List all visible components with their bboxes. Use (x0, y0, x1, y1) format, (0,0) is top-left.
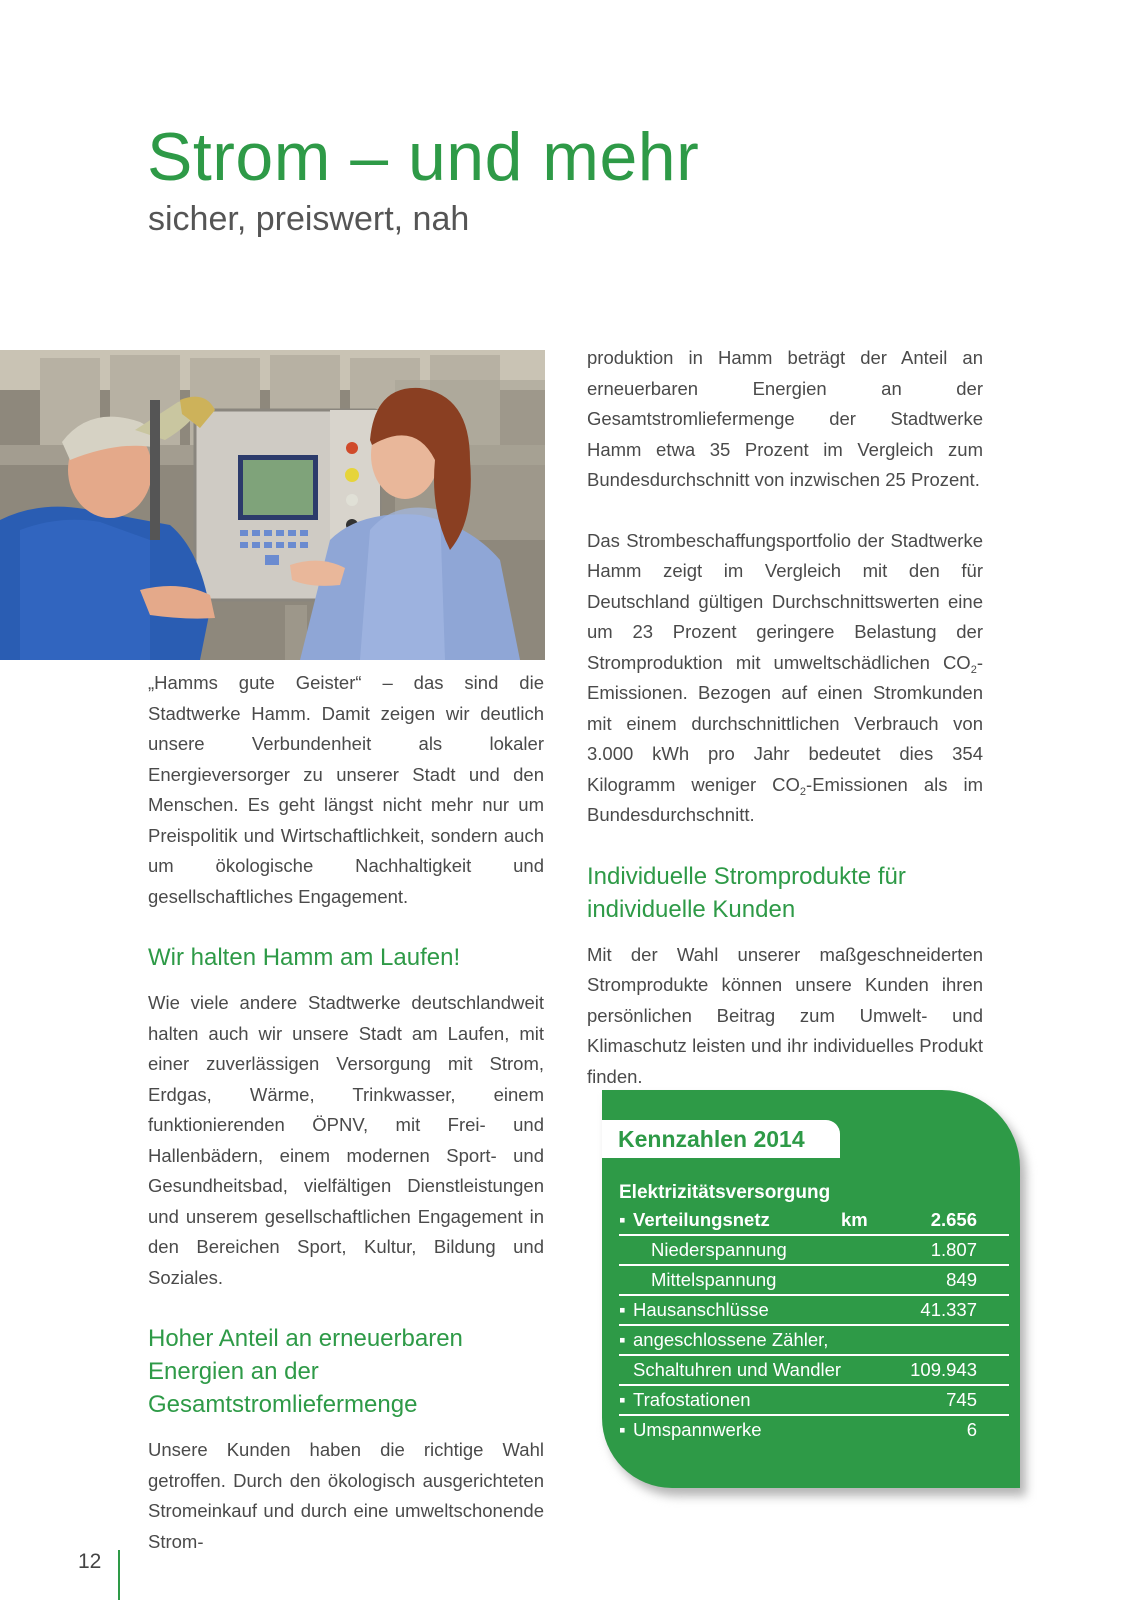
bullet-icon: ▪ (619, 1209, 626, 1230)
photo-workers-control-panel (0, 350, 545, 660)
paragraph-strombeschaffung: Das Strombeschaffungsportfolio der Stadtwerke Hamm zeigt im Vergleich mit den für Deutschland gültigen Durchschnittswerten eine um 23 Prozent geringere Belastung der Stromproduktion mit umweltschädlichen $CO_2$-Emissionen. Bezogen auf einen Stromkunden mit einem durchschnittlichen Verbrauch von 3.000 kWh pro Jahr bedeutet dies 354 Kilogramm weniger $CO_2$-Emissionen als im Bundesdurchschnitt. (587, 529, 983, 825)
row-label: Niederspannung (651, 1239, 787, 1260)
right-column (587, 343, 983, 1092)
heading-individuelle-stromprodukte: Individuelle Stromprodukte für individuelle Kunden (587, 862, 906, 923)
paragraph-anteil-erneuerbare: produktion in Hamm beträgt der Anteil an erneuerbaren Energien an der Gesamtstromliefermenge der Stadtwerke Hamm etwa 35 Prozent im Vergleich zum Bundesdurchschnitt von inzwischen 25 Prozent. (587, 347, 983, 490)
kennzahlen-row (619, 1326, 1009, 1356)
kennzahlen-title: Kennzahlen 2014 (602, 1120, 840, 1158)
row-label: Verteilungsnetz (633, 1209, 770, 1230)
row-label: Mittelspannung (651, 1269, 777, 1290)
left-column (148, 668, 544, 1557)
row-value: 849 (946, 1269, 977, 1290)
row-value: 109.943 (910, 1359, 977, 1380)
row-value: 1.807 (930, 1239, 977, 1260)
bullet-icon: ▪ (619, 1329, 626, 1350)
heading-hamm-am-laufen: Wir halten Hamm am Laufen! (148, 944, 461, 971)
bullet-icon: ▪ (619, 1389, 626, 1410)
kennzahlen-row (619, 1266, 1009, 1296)
row-value: 745 (946, 1389, 977, 1410)
page-number: 12 (78, 1550, 102, 1573)
kennzahlen-row (619, 1236, 1009, 1266)
page-title: Strom – und mehr (147, 119, 700, 195)
kennzahlen-row (619, 1296, 1009, 1326)
paragraph-richtige-wahl: Unsere Kunden haben die richtige Wahl getroffen. Durch den ökologisch ausgerichteten Stromeinkauf und durch eine umweltschonende Strom- (148, 1439, 544, 1552)
row-unit: km (841, 1209, 868, 1230)
bullet-icon: ▪ (619, 1419, 626, 1440)
paragraph-versorgung: Wie viele andere Stadtwerke deutschlandweit halten auch wir unsere Stadt am Laufen, mit einer zuverlässigen Versorgung mit Strom, Erdgas, Wärme, Trinkwasser, einem funktionierenden ÖPNV, mit Frei- und Hallenbädern, einem modernen Sport- und Gesundheitsbad, vielfältigen Dienstleistungen und unserem gesellschaftlichen Engagement in den Bereichen Sport, Kultur, Bildung und Soziales. (148, 992, 544, 1288)
kennzahlen-table (619, 1206, 1009, 1446)
kennzahlen-row (619, 1356, 1009, 1386)
row-value: 41.337 (920, 1299, 977, 1320)
kennzahlen-row (619, 1206, 1009, 1236)
row-label: Trafostationen (633, 1389, 751, 1410)
page-number-divider (118, 1550, 120, 1600)
row-label: angeschlossene Zähler, (633, 1329, 829, 1350)
kennzahlen-row (619, 1386, 1009, 1416)
row-label: Schaltuhren und Wandler (633, 1359, 842, 1380)
row-value: 2.656 (930, 1209, 977, 1230)
kennzahlen-section-title: Elektrizitätsversorgung (619, 1182, 831, 1203)
kennzahlen-row (619, 1416, 1009, 1446)
row-label: Umspannwerke (633, 1419, 762, 1440)
heading-erneuerbare-energien: Hoher Anteil an erneuerbaren Energien an der Gesamtstromliefermenge (148, 1325, 463, 1418)
row-value: 6 (966, 1419, 977, 1440)
paragraph-stromprodukte: Mit der Wahl unserer maßgeschneiderten Stromprodukte können unsere Kunden ihren persönlichen Beitrag zum Umwelt- und Klimaschutz leisten und ihr individuelles Produkt finden. (587, 943, 983, 1087)
page-subtitle: sicher, preiswert, nah (148, 200, 470, 238)
intro-paragraph: „Hamms gute Geister“ – das sind die Stadtwerke Hamm. Damit zeigen wir deutlich unsere Verbundenheit als lokaler Energieversorger zu unserer Stadt und den Menschen. Es geht längst nicht mehr nur um Preispolitik und Wirtschaftlichkeit, sondern auch um ökologische Nachhaltigkeit und gesellschaftliches Engagement. (148, 672, 544, 907)
bullet-icon: ▪ (619, 1299, 626, 1320)
row-label: Hausanschlüsse (633, 1299, 769, 1320)
kennzahlen-box (602, 1090, 1020, 1488)
